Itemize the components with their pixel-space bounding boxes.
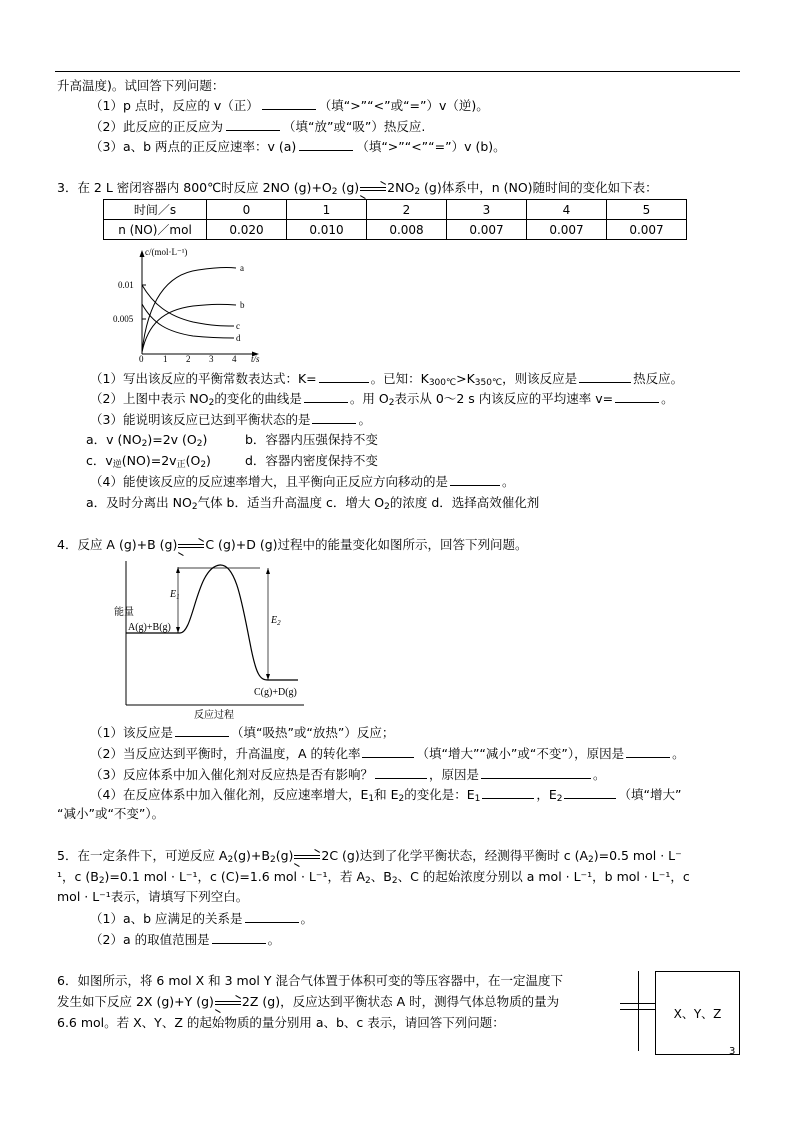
- intro-tail: 升高温度)。试回答下列问题：: [57, 78, 225, 93]
- p3-option-d: d．容器内密度保持不变: [245, 453, 378, 468]
- table-cell: 0.020: [207, 220, 287, 240]
- curve-label: b: [240, 300, 245, 310]
- table-row: [104, 220, 687, 240]
- answer-blank[interactable]: [319, 370, 369, 383]
- p3-option-a: a．v $(NO_2)=2v$ $(O_2)$: [86, 432, 208, 449]
- page-number: 3: [729, 1046, 736, 1057]
- x-tick: 3: [209, 354, 214, 364]
- top-q1: （1）p 点时，反应的 v（正） （填“>”“<”或“=”）v（逆)。: [90, 98, 489, 113]
- answer-blank[interactable]: [226, 118, 280, 131]
- answer-blank[interactable]: [579, 370, 631, 383]
- answer-blank[interactable]: [262, 97, 316, 110]
- p5-stem-line2: ¹，c $(B_2)=0.1$ mol · L⁻¹，c (C)=1.6 mol · L⁻¹，若 $A_2$、$B_2$、C 的起始浓度分别以 a mol · L⁻¹，b mol · L⁻¹，c: [57, 869, 690, 886]
- table-cell: 1: [287, 200, 367, 220]
- equilibrium-arrow-icon: [294, 853, 320, 861]
- e2-label: $E_2$: [271, 615, 281, 627]
- top-q2: （2）此反应的正反应为 （填“放”或“吸”）热反应.: [90, 119, 426, 134]
- equilibrium-arrow-icon: [178, 542, 204, 550]
- y-tick: 0.005: [113, 314, 134, 324]
- answer-blank[interactable]: [304, 390, 348, 403]
- y-tick: 0.01: [118, 280, 134, 290]
- table-cell: 0.007: [527, 220, 607, 240]
- x-tick: 0: [139, 354, 144, 364]
- x-tick: 4: [232, 354, 237, 364]
- table-cell: 5: [607, 200, 687, 220]
- curve-label: a: [240, 263, 244, 273]
- concentration-graph: [108, 244, 273, 364]
- header-rule: [55, 71, 740, 72]
- answer-blank[interactable]: [212, 931, 266, 944]
- table-cell: 0.007: [607, 220, 687, 240]
- x-axis-label: t/s: [251, 354, 260, 364]
- curve-a: [142, 267, 236, 352]
- table-cell: 0.008: [367, 220, 447, 240]
- piston-rod: [620, 1009, 655, 1010]
- p3-s1: （1）写出该反应的平衡常数表达式：K= 。已知：$K_{300℃}>K_{350℃}$，则该反应是 热反应。: [90, 371, 684, 388]
- p3-stem: 3．在 2 L 密闭容器内 800℃时反应 2NO $(g)+O_2$ (g) $2NO_2$ (g)体系中，n (NO)随时间的变化如下表：: [57, 180, 658, 197]
- no-amount-table: [103, 199, 687, 240]
- x-axis-label: 反应过程: [194, 710, 234, 721]
- x-tick: 1: [163, 354, 168, 364]
- p4-stem: 4．反应 A (g)+B (g) C (g)+D (g)过程中的能量变化如图所示，回答下列问题。: [57, 537, 528, 553]
- table-cell: 0.007: [447, 220, 527, 240]
- product-label: C(g)+D(g): [254, 687, 297, 698]
- answer-blank[interactable]: [564, 786, 616, 799]
- p3-s2: （2）上图中表示 $NO_2$的变化的曲线是 。用 $O_2$表示从 0～2 s 内该反应的平均速率 v= 。: [90, 391, 674, 408]
- answer-blank[interactable]: [175, 724, 229, 737]
- answer-blank[interactable]: [450, 473, 500, 486]
- curve-b: [142, 304, 236, 352]
- table-cell: 2: [367, 200, 447, 220]
- p4-s4: （4）在反应体系中加入催化剂，反应速率增大，$E_1$和 $E_2$的变化是：$E_1$ ，$E_2$ （填“增大”: [90, 787, 682, 804]
- curve-label: d: [236, 333, 241, 343]
- p3-option-c: c．$v_逆(NO)=2v_正(O_2)$: [86, 453, 211, 470]
- table-cell: 0: [207, 200, 287, 220]
- p5-s2: （2）a 的取值范围是 。: [90, 932, 281, 947]
- p6-stem-line2: 发生如下反应 2X (g)+Y (g) 2Z (g)，反应达到平衡状态 A 时，测得气体总物质的量为: [57, 994, 559, 1010]
- p5-stem-line3: mol · L⁻¹表示，请填写下列空白。: [57, 889, 249, 904]
- p3-s4-options: a．及时分离出 $NO_2$气体 b．适当升高温度 c．增大 $O_2$的浓度 d．选择高效催化剂: [86, 495, 540, 512]
- p4-s2: （2）当反应达到平衡时，升高温度，A 的转化率 （填“增大”“减小”或“不变”），原因是 。: [90, 746, 685, 761]
- equilibrium-arrow-icon: [360, 185, 386, 193]
- answer-blank[interactable]: [312, 411, 356, 424]
- e1-label: $E_1$: [170, 589, 180, 601]
- table-cell: 4: [527, 200, 607, 220]
- p3-s3: （3）能说明该反应已达到平衡状态的是 。: [90, 412, 371, 427]
- p4-s1: （1）该反应是 （填“吸热”或“放热”）反应；: [90, 725, 395, 740]
- curve-label: c: [236, 321, 240, 331]
- answer-blank[interactable]: [615, 390, 659, 403]
- table-header-row: [104, 200, 687, 220]
- container-label: X、Y、Z: [673, 1007, 722, 1021]
- p3-option-b: b．容器内压强保持不变: [245, 432, 378, 447]
- piston-rod: [620, 1003, 655, 1004]
- p6-stem-line1: 6．如图所示，将 6 mol X 和 3 mol Y 混合气体置于体积可变的等压容器中，在一定温度下: [57, 973, 563, 988]
- equilibrium-arrow-icon: [215, 999, 241, 1007]
- answer-blank[interactable]: [626, 745, 670, 758]
- p4-s3: （3）反应体系中加入催化剂对反应热是否有影响？ ，原因是 。: [90, 767, 606, 782]
- answer-blank[interactable]: [245, 910, 299, 923]
- answer-blank[interactable]: [299, 138, 353, 151]
- answer-blank[interactable]: [482, 786, 534, 799]
- p4-s4-cont: “减小”或“不变”）。: [57, 806, 165, 821]
- answer-blank[interactable]: [375, 766, 427, 779]
- p5-stem-line1: 5．在一定条件下，可逆反应 $A_2(g)+B_2(g)$ 2C (g)达到了化学平衡状态，经测得平衡时 c $(A_2)=0.5$ mol · L⁻: [57, 848, 682, 865]
- table-cell: 3: [447, 200, 527, 220]
- top-q3: （3）a、b 两点的正反应速率：v (a) （填“>”“<”“=”）v (b)。: [90, 139, 506, 154]
- p5-s1: （1）a、b 应满足的关系是 。: [90, 911, 314, 926]
- table-cell: 时间／s: [104, 200, 207, 220]
- y-axis-label: 能量: [114, 607, 134, 618]
- energy-diagram: [112, 553, 312, 721]
- p6-stem-line3: 6.6 mol。若 X、Y、Z 的起始物质的量分别用 a、b、c 表示，请回答下列问题：: [57, 1015, 505, 1030]
- table-cell: n (NO)／mol: [104, 220, 207, 240]
- container-wall: [638, 971, 639, 1051]
- curve-c: [142, 285, 234, 326]
- answer-blank[interactable]: [362, 745, 414, 758]
- answer-blank[interactable]: [481, 766, 591, 779]
- p3-s4: （4）能使该反应的反应速率增大，且平衡向正反应方向移动的是 。: [90, 474, 515, 489]
- reactant-label: A(g)+B(g): [128, 622, 171, 633]
- x-tick: 2: [186, 354, 191, 364]
- table-cell: 0.010: [287, 220, 367, 240]
- pressure-container: [655, 971, 740, 1055]
- y-axis-label: c/(mol·L⁻¹): [145, 247, 188, 257]
